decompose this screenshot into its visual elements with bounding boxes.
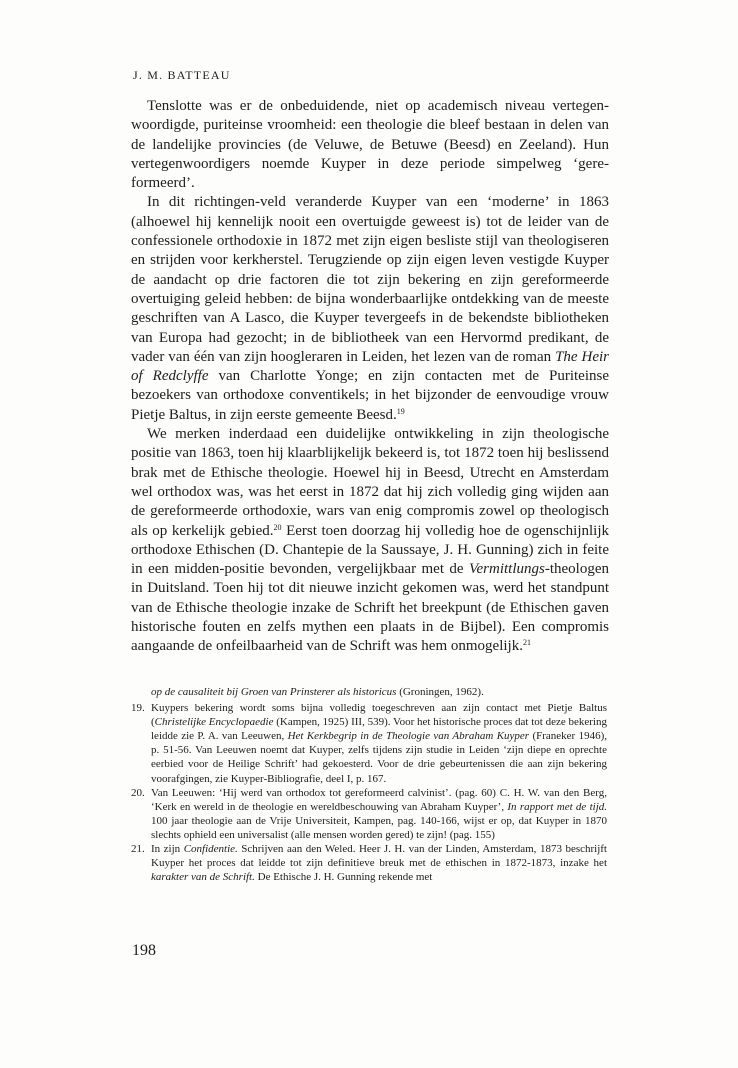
footnote-ref-19: 19 <box>396 406 405 416</box>
footnote-19-title-1: Christelijke Encyclopaedie <box>154 716 274 729</box>
paragraph-2-text-b: van Charlotte Yonge; en zijn contacten met de Puriteinse bezoekers van orthodoxe conventikels; in het bijzonder de eenvoudige vrouw Pietje Baltus, in zijn eerste gemeente Beesd. <box>131 368 609 423</box>
paragraph-2-text-a: In dit richtingen-veld veranderde Kuyper van een ‘moderne’ in 1863 (alhoewel hij kennelijk nooit een overtuigde geweest is) tot de leider van de confessionele orthodoxie in 1872 met zijn eigen besliste stijl van theologiseren en strijden voor kerkherstel. Terugziende op zijn eigen leven vestigde Kuyper de aandacht op drie factoren die tot zijn bekering en zijn gereformeerde overtuiging geleid hebben: de bijna wonderbaarlijke ontdekking van de meeste geschriften van A Lasco, die Kuyper tevergeefs in de bekendste bibliotheken van Europa had gezocht; in de bibliotheek van een Hervormd predikant, de vader van één van zijn hoogleraren in Leiden, het lezen van de roman <box>131 194 609 365</box>
term-vermittlungs: Vermittlungs <box>469 561 545 578</box>
footnote-21-text-b: Schrijven aan den Weled. Heer J. H. van der Linden, Amsterdam, 1873 beschrijft Kuyper het proces dat leidde tot zijn definitieve breuk met de ethischen in 1872-1873, inzake het <box>151 843 607 870</box>
footnote-20-number: 20. <box>131 786 145 799</box>
footnote-21 <box>131 842 607 884</box>
footnote-continuation-title: op de causaliteit bij Groen van Prinsterer als historicus <box>151 686 397 698</box>
page-number: 198 <box>132 942 156 959</box>
footnote-20-text-b: 100 jaar theologie aan de Vrije Universiteit, Kampen, pag. 140-166, wijst er op, dat Kuyper in 1870 slechts ophield een universalist (alle mensen worden gered) te zijn! (pag. 155) <box>151 814 607 841</box>
footnote-19-title-2: Het Kerkbegrip in de Theologie van Abraham Kuyper <box>287 730 530 743</box>
paragraph-1 <box>131 97 609 193</box>
footnote-continuation-rest: (Groningen, 1962). <box>396 686 484 698</box>
footnote-ref-21: 21 <box>522 638 531 648</box>
footnote-21-text <box>151 842 607 884</box>
footnotes <box>131 685 607 884</box>
footnote-20-text-a: Van Leeuwen: ‘Hij werd van orthodox tot gereformeerd calvinist’. (pag. 60) C. H. W. van den Berg, ‘Kerk en wereld in de theologie en wereldbeschouwing van Abraham Kuyper’, <box>151 786 607 813</box>
paragraph-3 <box>131 425 609 657</box>
footnote-21-text-c: De Ethische J. H. Gunning rekende met <box>254 871 433 884</box>
footnote-ref-20: 20 <box>273 522 282 532</box>
paragraph-3-text-c: -theologen in Duitsland. Toen hij tot dit nieuwe inzicht gekomen was, werd het standpunt van de Ethische theologie inzake de Schrift het breekpunt (de Ethischen gaven historische fouten en zelfs mythen een plaats in de Bijbel). Een compromis aangaande de onfeilbaarheid van de Schrift was hem onmogelijk. <box>131 561 609 655</box>
paragraph-1-text: Tenslotte was er de onbeduidende, niet op academisch niveau vertegenwoordigde, puriteinse vroomheid: een theologie die bleef bestaan in delen van de landelijke provincies (de Veluwe, de Betuwe (Beesd) en Zeeland). Hun vertegenwoordigers noemde Kuyper in deze periode simpelweg ‘gereformeerd’. <box>131 98 609 192</box>
footnote-19-number: 19. <box>131 702 145 715</box>
body-text <box>131 97 609 657</box>
paragraph-3-text-b: Eerst toen doorzag hij volledig hoe de ogenschijnlijk orthodoxe Ethischen (D. Chantepie de la Saussaye, J. H. Gunning) zich in feite in een midden-positie bevonden, vergelijkbaar met de <box>131 522 609 578</box>
footnote-19-text <box>151 701 607 786</box>
footnote-19-text-b: (Kampen, 1925) III, 539). Voor het historische proces dat tot deze bekering leidde zie P. A. van Leeuwen, <box>151 716 607 743</box>
footnote-21-title-1: Confidentie. <box>183 843 238 856</box>
book-title-heir-of-redclyffe: The Heir of Redclyffe <box>131 348 610 385</box>
paragraph-3-text-a: We merken inderdaad een duidelijke ontwikkeling in zijn theologische positie van 1863, toen hij klaarblijkelijk bekeerd is, tot 1872 toen hij beslissend brak met de Ethische theologie. Hoewel hij in Beesd, Utrecht en Amsterdam wel orthodox was, was het eerst in 1872 dat hij zich volledig ging wijden aan de gereformeerde orthodoxie, wars van enig compromis zowel op theologisch als op kerkelijk gebied. <box>131 426 609 539</box>
running-head: J. M. BATTEAU <box>133 68 231 82</box>
footnote-21-number: 21. <box>131 843 145 856</box>
footnote-19-text-a: Kuypers bekering wordt soms bijna volledig toegeschreven aan zijn contact met Pietje Baltus ( <box>151 702 607 729</box>
footnote-19-text-c: (Franeker 1946), p. 51-56. Van Leeuwen noemt dat Kuyper, zelfs tijdens zijn studie in Leiden ‘zijn diepe en oprechte eerbied voor de Heilige Schrift’ had gekoesterd. Voor de drie gebeurtenissen die aan zijn bekering voorafgingen, zie Kuyper-Bibliografie, deel I, p. 167. <box>151 730 607 785</box>
footnote-20-text <box>151 786 607 842</box>
footnote-20-title-1: In rapport met de tijd. <box>507 800 608 813</box>
footnote-21-text-a: In zijn <box>151 843 184 856</box>
footnote-20 <box>131 786 607 842</box>
paragraph-2 <box>131 193 609 425</box>
footnote-21-title-2: karakter van de Schrift. <box>151 871 255 884</box>
footnote-19 <box>131 701 607 786</box>
footnote-continuation <box>131 685 607 699</box>
